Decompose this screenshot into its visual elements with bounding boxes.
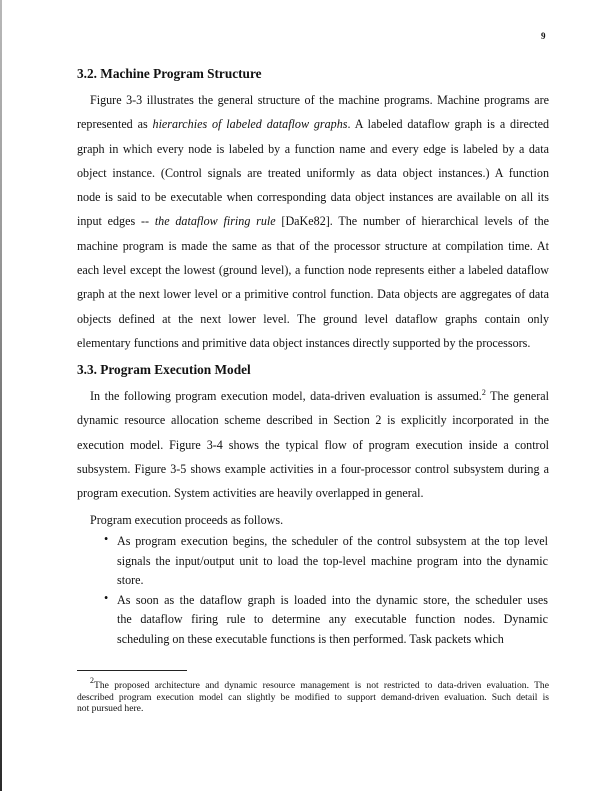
footnote-text: not pursued here.: [77, 703, 144, 715]
emphasized-term: the dataflow firing rule: [154, 214, 276, 229]
footnote-marker: 2: [90, 676, 94, 685]
paragraph-line: [77, 234, 549, 258]
paragraph-line: [77, 161, 549, 185]
text-run[interactable]: In the following program execution model, data-driven evaluation is assumed.: [90, 389, 482, 403]
text-run[interactable]: node is said to be executable when corresponding data object instances are available on all its: [77, 190, 549, 205]
paragraph-line: [77, 137, 549, 161]
list-item-line: signals the input/output unit to load the top-level machine program into the dynamic: [117, 553, 548, 568]
list-item-line: the dataflow firing rule to determine any executable function nodes. Dynamic: [117, 612, 548, 626]
list-item-line: scheduling on these executable functions is then performed. Task packets which: [117, 631, 504, 646]
paragraph-line: [77, 112, 549, 136]
footnote-divider: [77, 670, 187, 671]
list-item-line: store.: [117, 573, 144, 587]
paragraph-line: [77, 408, 549, 432]
page-number: 9: [541, 31, 546, 41]
text-run[interactable]: represented as: [77, 117, 153, 132]
text-run[interactable]: program execution. System activities are heavily overlapped in general.: [77, 486, 424, 501]
text-run[interactable]: input edges --: [77, 214, 155, 229]
paragraph-line: [77, 384, 549, 408]
paragraph-line: [77, 88, 549, 112]
list-item: [104, 591, 548, 650]
text-run[interactable]: subsystem. Figure 3-5 shows example activities in a four-processor control subsystem during a: [77, 461, 549, 476]
section-heading-3-2: 3.2. Machine Program Structure: [77, 66, 262, 81]
text-run[interactable]: . A labeled dataflow graph is a directed: [347, 117, 549, 132]
text-run[interactable]: each level except the lowest (ground level), a function node represents either a labeled dataflow: [77, 263, 549, 278]
footnote-line: [77, 692, 549, 704]
text-run[interactable]: machine program is made the same as that of the processor structure at compilation time. At: [77, 238, 549, 253]
text-run[interactable]: dynamic resource allocation scheme described in Section 2 is explicitly incorporated in the: [77, 413, 549, 428]
bullet-icon: •: [104, 532, 109, 546]
section-heading-3-3: 3.3. Program Execution Model: [77, 362, 251, 377]
paragraph-line: [77, 307, 549, 331]
list-item: [104, 532, 548, 591]
text-run[interactable]: graph at the next lower level or a primitive control function. Data objects are aggregates of data: [77, 287, 549, 302]
footnote-text: described program execution model can slightly be modified to support demand-driven evaluation. Such detail is: [77, 691, 549, 703]
paragraph-line: [77, 457, 549, 481]
text-run[interactable]: The general: [485, 389, 550, 403]
list-item-line: As soon as the dataflow graph is loaded into the dynamic store, the scheduler uses: [117, 592, 548, 607]
footnote-text: The proposed architecture and dynamic resource management is not restricted to data-driven evaluation. The: [94, 680, 549, 691]
section-3-2-paragraph: [77, 88, 549, 355]
text-run[interactable]: Figure 3-3 illustrates the general structure of the machine programs. Machine programs are: [90, 93, 549, 107]
text-run[interactable]: objects defined at the next lower level. The ground level dataflow graphs contain only: [77, 311, 549, 326]
paragraph-line: [77, 433, 549, 457]
text-run[interactable]: elementary functions and primitive data object instances directly supported by the processors.: [77, 335, 531, 350]
footnote-line: [77, 703, 549, 715]
text-run[interactable]: execution model. Figure 3-4 shows the typical flow of program execution inside a control: [77, 437, 549, 452]
list-item-line: As program execution begins, the scheduler of the control subsystem at the top level: [117, 534, 548, 548]
paragraph-line: [77, 331, 549, 355]
footnote: [77, 676, 549, 715]
text-run[interactable]: graph in which every node is labeled by a function name and every edge is labeled by a data: [77, 141, 549, 156]
scan-edge-artifact: [0, 0, 2, 791]
paragraph-line: [77, 185, 549, 209]
section-3-3-paragraph: [77, 384, 549, 505]
text-run[interactable]: [DaKe82]. The number of hierarchical levels of the: [275, 214, 549, 229]
execution-steps-list: [104, 532, 548, 649]
paragraph-line: [77, 481, 549, 505]
execution-lead-sentence: Program execution proceeds as follows.: [90, 513, 284, 527]
paragraph-line: [77, 258, 549, 282]
bullet-icon: •: [104, 590, 109, 605]
footnote-line: [77, 676, 549, 692]
paragraph-line: [77, 209, 549, 233]
paragraph-line: [77, 282, 549, 306]
text-run[interactable]: object instance. (Control signals are treated uniformly as data object instances.) A function: [77, 165, 549, 180]
emphasized-term: hierarchies of labeled dataflow graphs: [152, 117, 348, 132]
footnote-reference[interactable]: 2: [481, 388, 486, 397]
